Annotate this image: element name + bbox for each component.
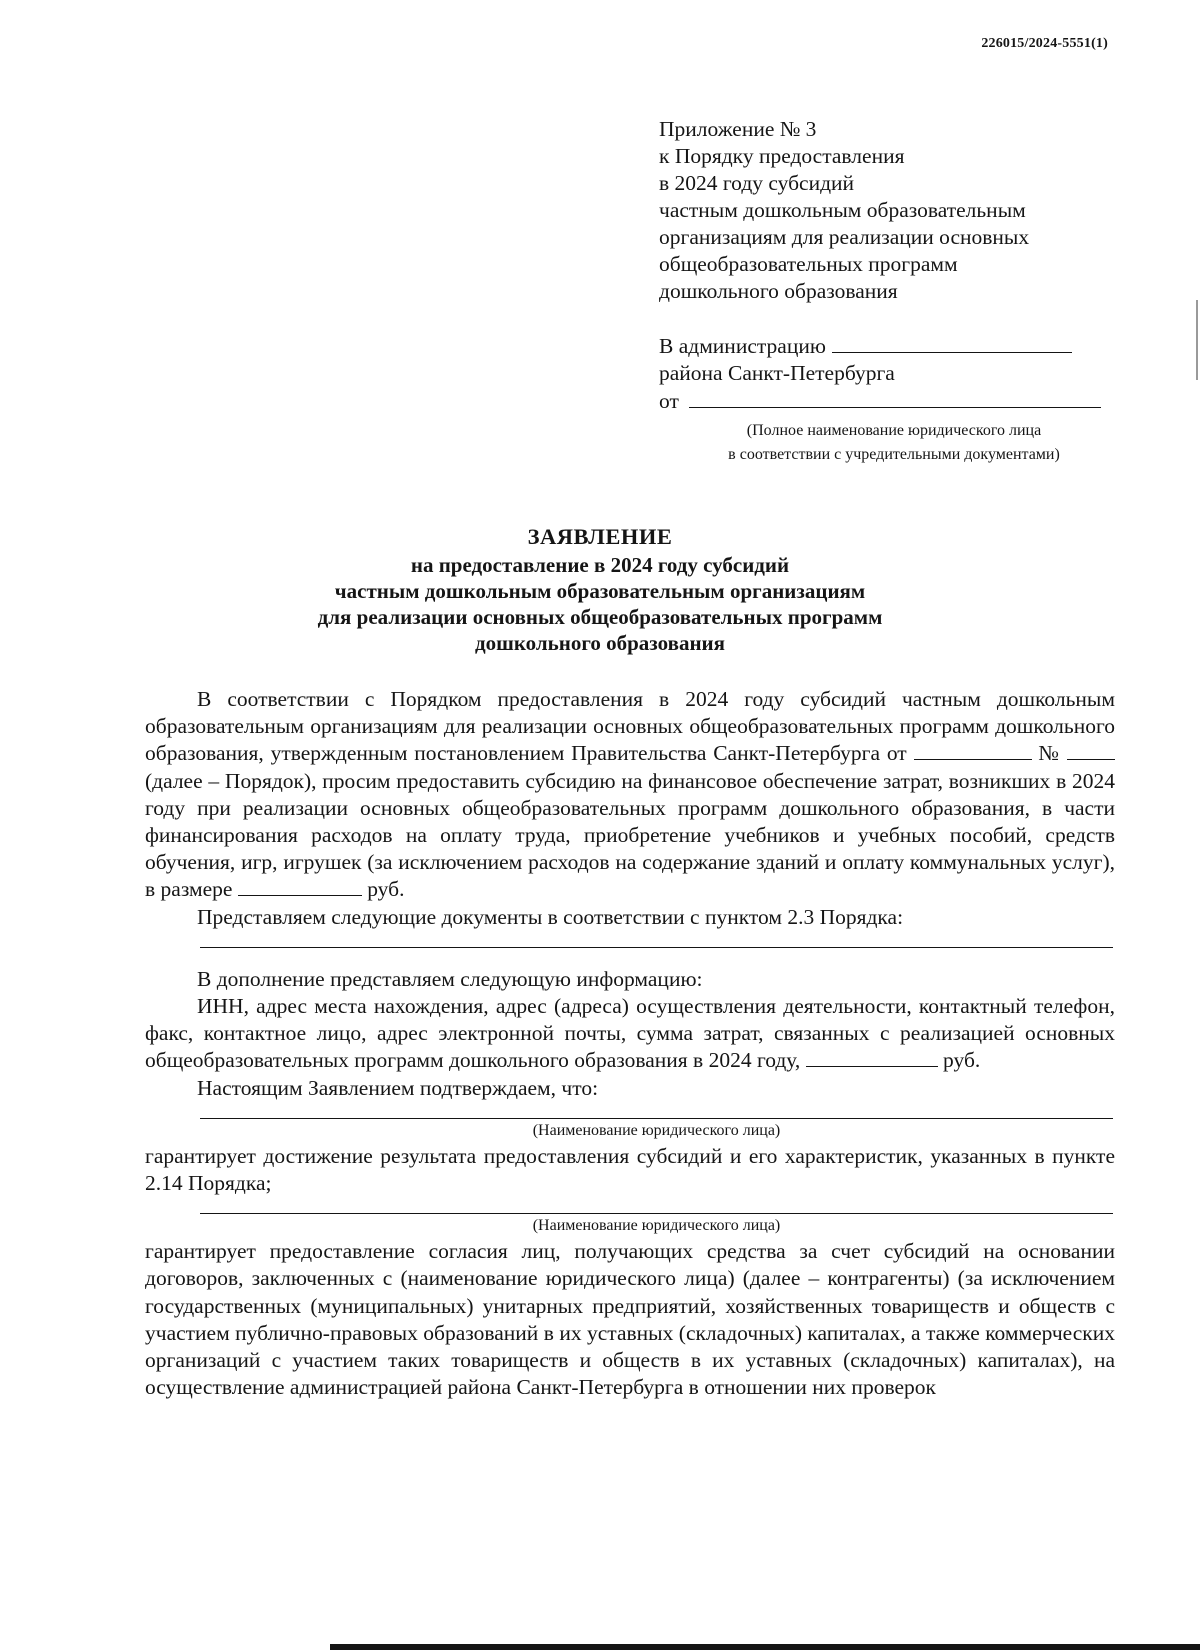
addressee-district: района Санкт-Петербурга xyxy=(659,361,895,385)
addressee-to-label: В администрацию xyxy=(659,334,826,358)
application-subtitle-line: на предоставление в 2024 году субсидий xyxy=(410,553,790,577)
annex-line: дошкольного образования xyxy=(659,279,898,303)
paragraph-guarantee-result: гарантирует достижение результата предоставления субсидий и его характеристик, указанных в пункте 2.14 Порядка; xyxy=(145,1143,1115,1196)
decree-number-field[interactable] xyxy=(1067,741,1115,760)
annex-line: общеобразовательных программ xyxy=(659,252,958,276)
paragraph-info-details xyxy=(145,993,1115,1075)
entity-name-caption: (Наименование юридического лица) xyxy=(532,1121,781,1139)
documents-list-field[interactable] xyxy=(200,931,1113,948)
application-title: ЗАЯВЛЕНИЕ xyxy=(527,524,673,549)
application-subtitle-line: дошкольного образования xyxy=(474,631,726,655)
application-subtitle-line: для реализации основных общеобразовательных программ xyxy=(317,605,883,629)
paragraph-documents: Представляем следующие документы в соответствии с пунктом 2.3 Порядка: xyxy=(197,904,904,929)
paragraph-request xyxy=(145,686,1115,904)
annex-line: Приложение № 3 xyxy=(659,117,817,141)
administration-name-field[interactable] xyxy=(832,332,1072,353)
entity-name-caption: (Наименование юридического лица) xyxy=(532,1217,781,1235)
decree-date-field[interactable] xyxy=(914,741,1032,760)
addressee-block xyxy=(659,332,1129,467)
paragraph-additional-info: В дополнение представляем следующую информацию: xyxy=(197,966,703,991)
request-text-part1: В соответствии с Порядком предоставления в 2024 году субсидий частным дошкольным образовательным организациям для реализации основных общеобразовательных программ дошкольного образования, утвержденным постановлением Правительства Санкт-Петербурга от xyxy=(145,687,1115,766)
annex-line: в 2024 году субсидий xyxy=(659,171,855,195)
annex-line: к Порядку предоставления xyxy=(659,144,905,168)
paragraph-confirmation: Настоящим Заявлением подтверждаем, что: xyxy=(197,1075,599,1100)
entity-name-field-1[interactable] xyxy=(200,1102,1113,1119)
entity-name-field-2[interactable] xyxy=(200,1197,1113,1214)
addressee-from-line xyxy=(659,387,1129,415)
paragraph-guarantee-consent: гарантирует предоставление согласия лиц, получающих средства за счет субсидий на основании договоров, заключенных с (наименование юридического лица) (далее – контрагенты) (за исключением государственных (муниципальных) унитарных предприятий, хозяйственных товариществ и обществ с участием публично-правовых образований в их уставных (складочных) капиталах, а также коммерческих организаций с участием таких товариществ и обществ в их уставных (складочных) капиталах), на осуществление администрацией района Санкт-Петербурга в отношении них проверок xyxy=(145,1239,1115,1400)
scan-bottom-bar xyxy=(330,1644,1200,1650)
addressee-note-line: (Полное наименование юридического лица xyxy=(746,422,1042,439)
document-number: 226015/2024-5551(1) xyxy=(981,36,1108,51)
addressee-note xyxy=(659,419,1129,467)
application-body xyxy=(145,686,1115,1401)
scan-edge-mark xyxy=(1196,300,1198,380)
annex-reference xyxy=(659,116,1129,305)
costs-currency: руб. xyxy=(943,1048,981,1073)
addressee-from-label: от xyxy=(659,389,679,413)
annex-line: организациям для реализации основных xyxy=(659,225,1030,249)
addressee-to-line xyxy=(659,332,1129,360)
applicant-name-field[interactable] xyxy=(689,387,1101,408)
request-text-part2: (далее – Порядок), просим предоставить субсидию на финансовое обеспечение затрат, возникших в 2024 году при реализации основных общеобразовательных программ дошкольного образования, в части финансирования расходов на оплату труда, приобретение учебников и учебных пособий, средств обучения, игр, игрушек (за исключением расходов на содержание зданий и оплату коммунальных услуг), в размере xyxy=(145,768,1115,902)
subsidy-amount-field[interactable] xyxy=(238,877,362,896)
subsidy-currency: руб. xyxy=(367,877,405,902)
application-heading xyxy=(140,524,1060,656)
application-subtitle-line: частным дошкольным образовательным организациям xyxy=(334,579,866,603)
decree-number-label: № xyxy=(1038,741,1061,766)
info-details-text: ИНН, адрес места нахождения, адрес (адреса) осуществления деятельности, контактный телефон, факс, контактное лицо, адрес электронной почты, сумма затрат, связанных с реализацией основных общеобразовательных программ дошкольного образования в 2024 году, xyxy=(145,994,1115,1073)
addressee-note-line: в соответствии с учредительными документами) xyxy=(728,446,1060,463)
costs-amount-field[interactable] xyxy=(806,1048,938,1067)
addressee-district-line xyxy=(659,360,1129,387)
annex-line: частным дошкольным образовательным xyxy=(659,198,1026,222)
